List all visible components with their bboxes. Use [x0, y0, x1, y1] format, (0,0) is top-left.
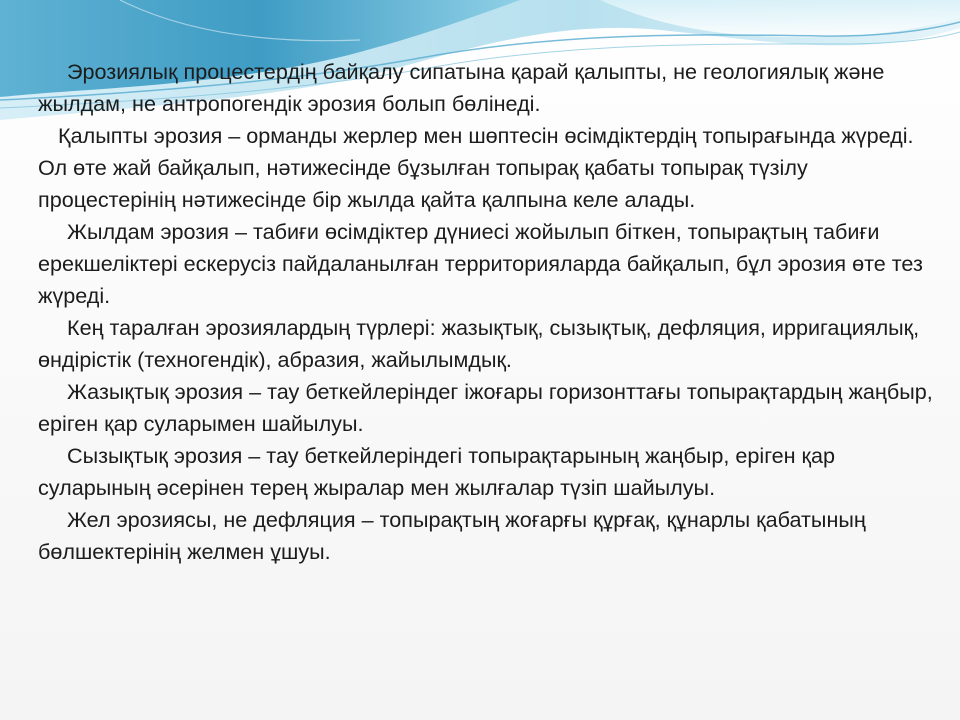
paragraph-text: Кең таралған эрозиялардың түрлері: жазықтық, сызықтық, дефляция, ирригациялық, өндірістік (техногендік), абразия, жайылымдық. [38, 315, 920, 372]
paragraph-text: Жел эрозиясы, не дефляция – топырақтың жоғарғы құрғақ, құнарлы қабатының бөлшектерінің желмен ұшуы. [38, 507, 866, 564]
paragraph-text: Жылдам эрозия – табиғи өсімдіктер дүниесі жойылып біткен, топырақтың табиғи ерекшеліктері ескерусіз пайдаланылған территорияларда байқалып, бұл эрозия өте тез жүреді. [38, 219, 923, 308]
paragraph-linear-erosion [38, 440, 938, 504]
paragraph-rapid-erosion [38, 216, 938, 312]
paragraph-text: Сызықтық эрозия – тау беткейлеріндегі топырақтарының жаңбыр, еріген қар суларының әсерінен терең жыралар мен жылғалар түзіп шайылуы. [38, 443, 835, 500]
paragraph-normal-erosion [38, 120, 938, 216]
paragraph-text: Қалыпты эрозия – орманды жерлер мен шөптесін өсімдіктердің топырағында жүреді. Ол өте жай байқалып, нәтижесінде бұзылған топырақ қабаты топырақ түзілу процестерінің нәтижесінде бір жылда қайта қалпына келе алады. [38, 123, 914, 212]
paragraph-erosion-kinds [38, 312, 938, 376]
paragraph-wind-erosion [38, 504, 938, 568]
paragraph-text: Эрозиялық процестердің байқалу сипатына қарай қалыпты, не геологиялық және жылдам, не антропогендік эрозия болып бөлінеді. [38, 59, 885, 116]
paragraph-text: Жазықтық эрозия – тау беткейлеріндег іжоғары горизонттағы топырақтардың жаңбыр, еріген қар суларымен шайылуы. [38, 379, 933, 436]
slide-body-text [38, 56, 938, 568]
paragraph-sheet-erosion [38, 376, 938, 440]
paragraph-erosion-types [38, 56, 938, 120]
